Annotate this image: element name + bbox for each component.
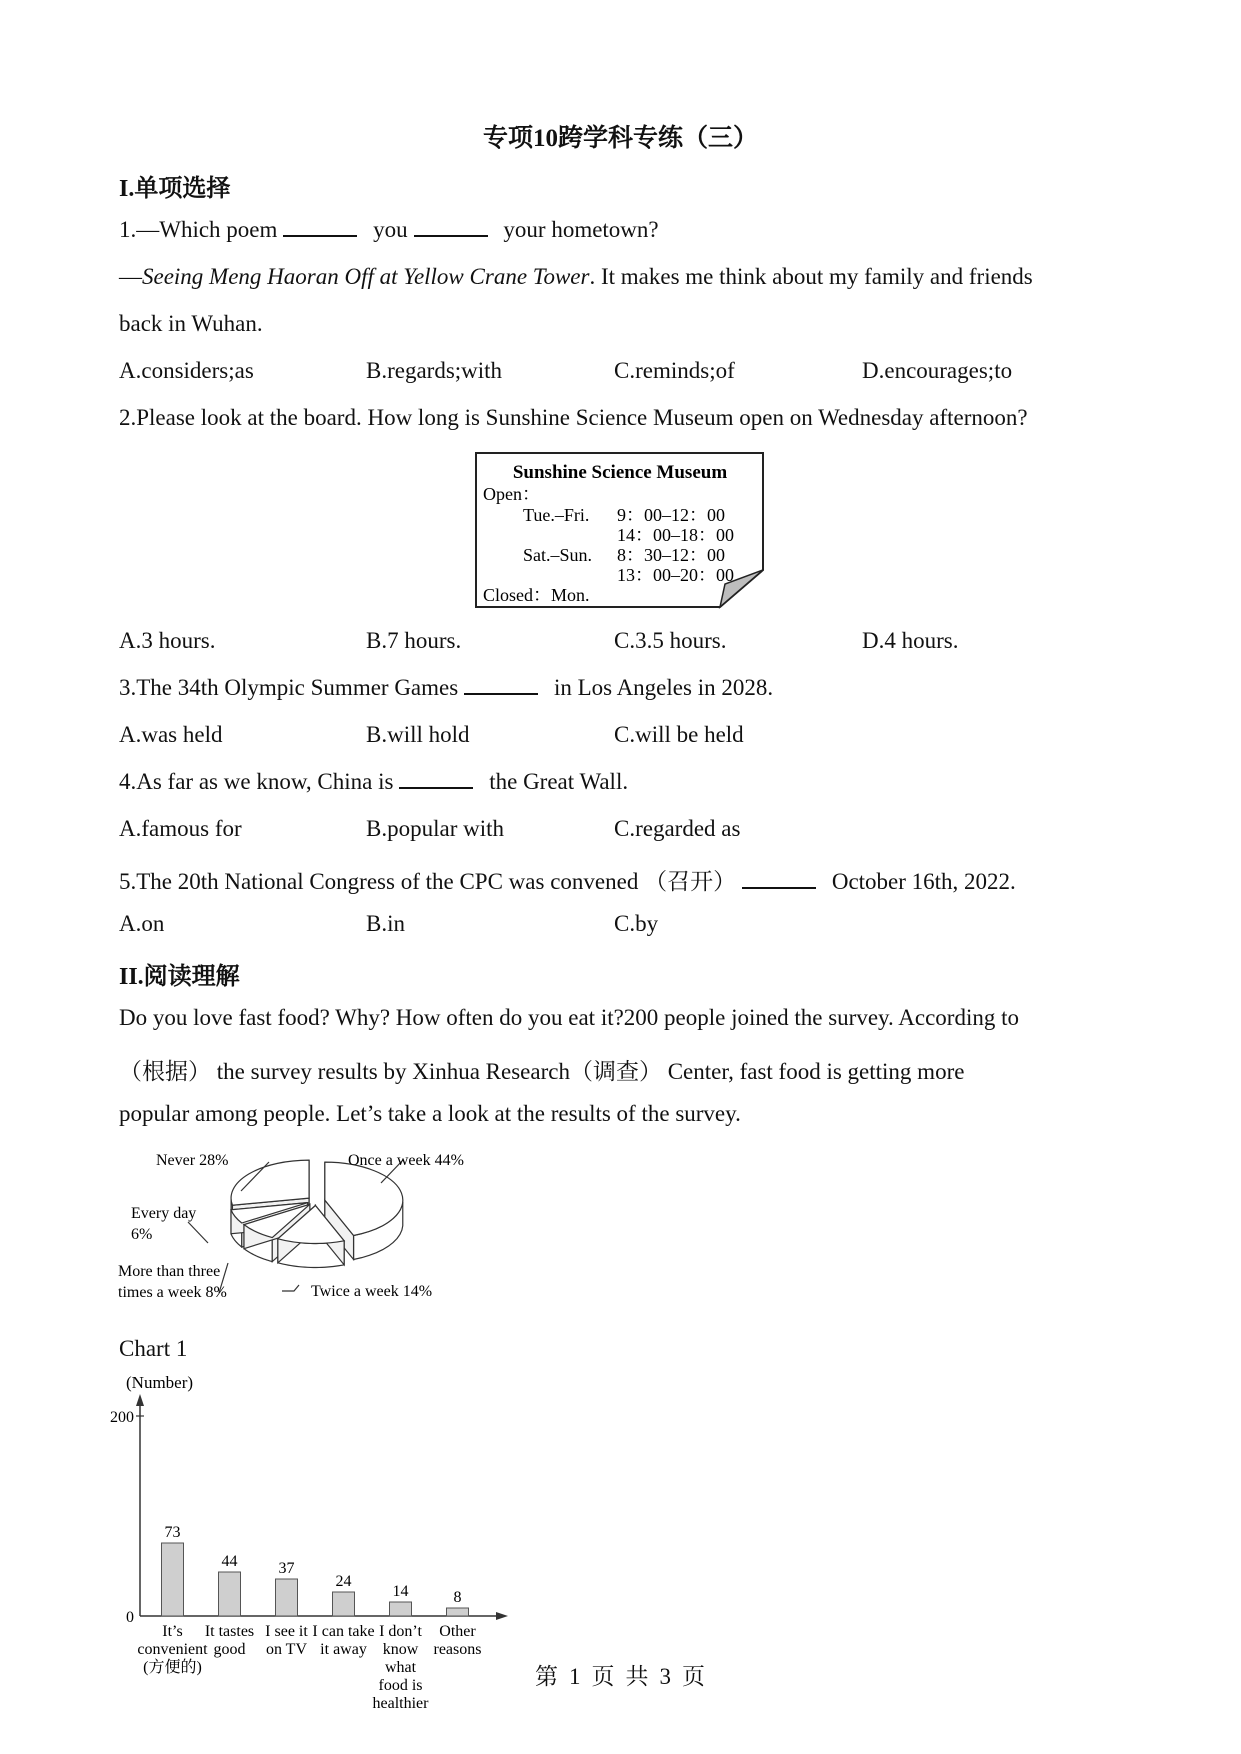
bar	[447, 1608, 469, 1616]
pie-label-once: Once a week 44%	[348, 1152, 464, 1169]
x-axis-arrow-icon	[496, 1612, 508, 1620]
pie-label-everyday-2: 6%	[131, 1226, 153, 1243]
bar	[276, 1579, 298, 1616]
answer-blank[interactable]	[399, 769, 473, 789]
q2-option-d[interactable]: D.4 hours.	[862, 628, 959, 653]
bar-category-label: reasons	[433, 1641, 482, 1658]
q5-option-a[interactable]: A.on	[119, 911, 165, 936]
passage-line-1: Do you love fast food? Why? How often do you eat it?200 people joined the survey. According to	[119, 1005, 1019, 1030]
bar-chart	[110, 1368, 582, 1712]
bar-category-label: I don’t	[379, 1623, 422, 1640]
board-row2-days: Sat.–Sun.	[523, 545, 593, 565]
board-row1-time2: 14：00–18：00	[617, 525, 734, 545]
q2-option-c[interactable]: C.3.5 hours.	[614, 628, 727, 653]
footer-text-d: 页	[682, 1664, 706, 1689]
bar-value-label: 24	[335, 1573, 352, 1590]
footer-total-pages: 3	[659, 1664, 672, 1689]
museum-board	[475, 452, 775, 610]
bar-category-label: on TV	[265, 1641, 308, 1658]
answer-blank[interactable]	[283, 217, 357, 237]
q2-option-b[interactable]: B.7 hours.	[366, 628, 462, 653]
answer-blank[interactable]	[742, 869, 816, 889]
bar-category-label: (方便的)	[143, 1659, 202, 1676]
question-4-text	[119, 769, 628, 795]
pie-label-never: Never 28%	[156, 1152, 229, 1169]
section-heading-reading: II.阅读理解	[119, 964, 240, 990]
q1-option-c[interactable]: C.reminds;of	[614, 358, 735, 383]
pie-slices	[231, 1160, 403, 1267]
bar	[333, 1592, 355, 1616]
pie-label-three-1: More than three	[118, 1263, 221, 1280]
q3-text-b: in Los Angeles in 2028.	[553, 675, 774, 700]
pie-chart	[116, 1143, 496, 1321]
footer-text-a: 第	[535, 1664, 559, 1689]
question-2-text: 2.Please look at the board. How long is Sunshine Science Museum open on Wednesday afternoon?	[119, 405, 1028, 430]
board-open-label: Open：	[483, 484, 540, 504]
y-tick-label: 200	[110, 1409, 134, 1426]
footer-text-b: 页	[591, 1664, 616, 1689]
q3-text-a: 3.The 34th Olympic Summer Games	[119, 675, 459, 700]
question-1-line-3: back in Wuhan.	[119, 311, 263, 336]
bar-y-axis-label: (Number)	[126, 1373, 194, 1392]
q1-option-d[interactable]: D.encourages;to	[862, 358, 1013, 383]
bar-category-label: I can take	[312, 1623, 375, 1640]
section-heading-choice: I.单项选择	[119, 176, 231, 202]
q4-text-a: 4.As far as we know, China is	[119, 769, 394, 794]
leader-line-twice	[282, 1285, 299, 1291]
y-tick-label: 0	[126, 1609, 134, 1626]
q4-option-c[interactable]: C.regarded as	[614, 816, 741, 841]
bar-category-label: it away	[320, 1641, 367, 1658]
bar	[390, 1602, 412, 1616]
footer-page-number: 1	[569, 1664, 582, 1689]
q3-option-a[interactable]: A.was held	[119, 722, 223, 747]
bar-category-label: food is	[378, 1677, 423, 1694]
board-row2-time2: 13：00–20：00	[617, 565, 734, 585]
q4-option-b[interactable]: B.popular with	[366, 816, 504, 841]
q5-option-b[interactable]: B.in	[366, 911, 405, 936]
q5-text-b: October 16th, 2022.	[831, 869, 1016, 894]
bar-category-label: It’s	[162, 1623, 183, 1640]
pie-slice-top	[231, 1160, 309, 1205]
footer-text-c: 共	[625, 1664, 650, 1689]
bar-value-label: 44	[221, 1553, 238, 1570]
q5-text-a: 5.The 20th National Congress of the CPC was convened （召开）	[119, 869, 737, 894]
q4-text-b: the Great Wall.	[489, 769, 629, 794]
board-title: Sunshine Science Museum	[512, 462, 728, 483]
passage-line-3: popular among people. Let’s take a look at the results of the survey.	[119, 1101, 741, 1126]
question-1-line-1	[119, 217, 659, 243]
q2-option-a[interactable]: A.3 hours.	[119, 628, 216, 653]
q3-option-b[interactable]: B.will hold	[366, 722, 470, 747]
question-5-text	[119, 863, 1016, 896]
leader-line-everyday	[188, 1222, 208, 1243]
q1-text-b: you	[373, 217, 408, 242]
bar-value-label: 37	[278, 1560, 295, 1577]
pie-label-twice: Twice a week 14%	[311, 1283, 433, 1300]
bar-category-label: healthier	[372, 1695, 429, 1712]
board-closed: Closed：Mon.	[483, 585, 590, 605]
question-1-line-2	[119, 264, 1033, 290]
bar	[219, 1572, 241, 1616]
q1-dash: —	[119, 264, 142, 289]
passage-line-2: （根据） the survey results by Xinhua Research（调查） Center, fast food is getting more	[119, 1059, 965, 1084]
q1-text-a: 1.—Which poem	[119, 217, 278, 242]
bar-category-label: Other	[439, 1623, 476, 1640]
bar-category-label: It tastes	[204, 1623, 255, 1640]
q1-option-b[interactable]: B.regards;with	[366, 358, 503, 383]
bar-category-label: know	[382, 1641, 419, 1658]
board-row2-time1: 8：30–12：00	[617, 545, 725, 565]
bar-category-label: good	[213, 1641, 246, 1658]
q5-option-c[interactable]: C.by	[614, 911, 659, 936]
q1-option-a[interactable]: A.considers;as	[119, 358, 254, 383]
page-footer	[0, 1658, 1241, 1691]
bar-value-label: 8	[453, 1589, 462, 1606]
answer-blank[interactable]	[464, 675, 538, 695]
bar-value-label: 14	[392, 1583, 409, 1600]
board-row1-days: Tue.–Fri.	[523, 505, 590, 525]
q4-option-a[interactable]: A.famous for	[119, 816, 242, 841]
question-3-text	[119, 675, 773, 701]
board-row1-time1: 9：00–12：00	[617, 505, 725, 525]
q1-text-d: . It makes me think about my family and friends	[589, 264, 1033, 289]
y-axis-arrow-icon	[136, 1394, 144, 1406]
bar-category-label: convenient	[137, 1641, 208, 1658]
answer-blank[interactable]	[414, 217, 488, 237]
pie-chart-caption: Chart 1	[119, 1336, 188, 1361]
bar	[162, 1543, 184, 1616]
pie-label-everyday-1: Every day	[131, 1205, 197, 1222]
bar-category-label: what	[384, 1659, 417, 1676]
bar-value-label: 73	[164, 1524, 181, 1541]
pie-label-three-2: times a week 8%	[118, 1284, 227, 1301]
q3-option-c[interactable]: C.will be held	[614, 722, 744, 747]
poem-title: Seeing Meng Haoran Off at Yellow Crane Tower	[142, 264, 590, 289]
page-title: 专项10跨学科专练（三）	[482, 125, 758, 152]
bar-category-label: I see it	[265, 1623, 308, 1640]
q1-text-c: your hometown?	[503, 217, 659, 242]
